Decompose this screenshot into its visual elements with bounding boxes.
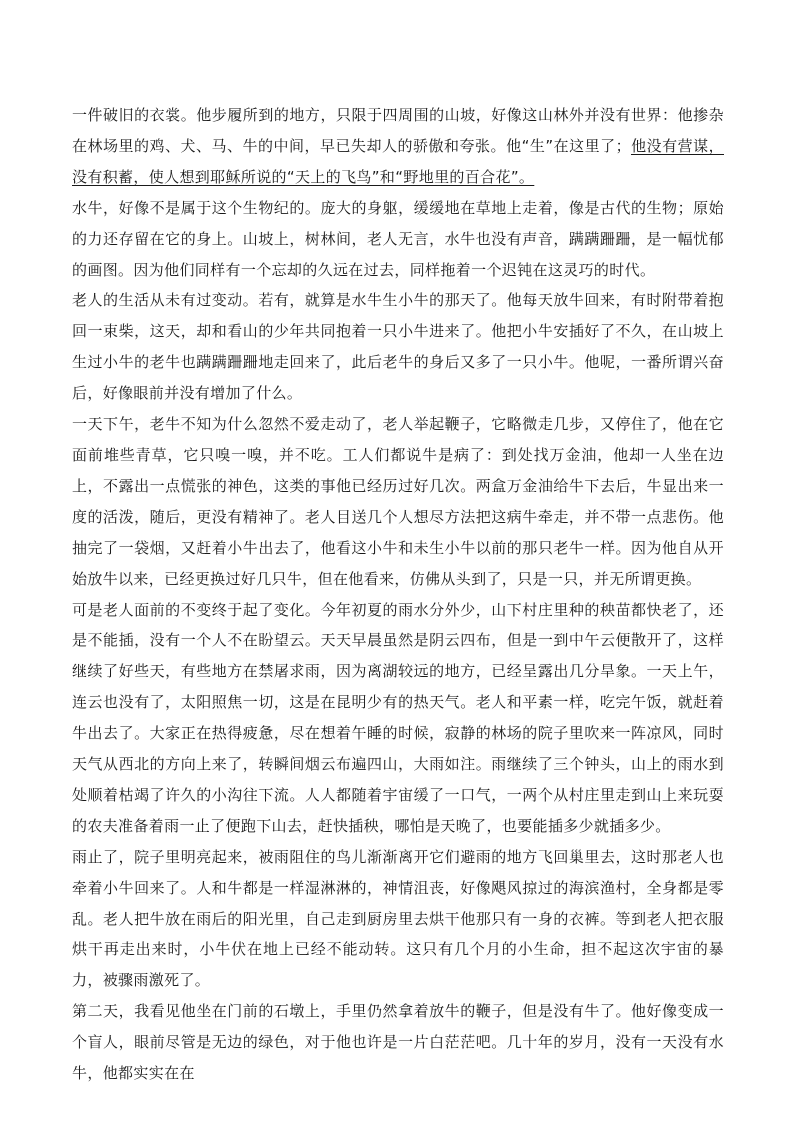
essay-body xyxy=(72,100,724,1089)
paragraph-7-text: 第二天，我看见他坐在门前的石墩上，手里仍然拿着放牛的鞭子，但是没有牛了。他好像变成一个盲人，眼前尽管是无边的绿色，对于他也许是一片白茫茫吧。几十年的岁月，没有一天没有水牛，他都实实在在 xyxy=(72,1002,724,1083)
paragraph-5 xyxy=(72,595,724,842)
paragraph-3 xyxy=(72,285,724,409)
paragraph-2 xyxy=(72,193,724,286)
paragraph-4 xyxy=(72,409,724,594)
paragraph-6 xyxy=(72,842,724,997)
paragraph-5-text: 可是老人面前的不变终于起了变化。今年初夏的雨水分外少，山下村庄里种的秧苗都快老了，还是不能插，没有一个人不在盼望云。天天早晨虽然是阴云四布，但是一到中午云便散开了，这样继续了好些天，有些地方在禁屠求雨，因为离湖较远的地方，已经呈露出几分旱象。一天上午，连云也没有了，太阳照焦一切，这是在昆明少有的热天气。老人和平素一样，吃完午饭，就赶着牛出去了。大家正在热得疲惫，尽在想着午睡的时候，寂静的林场的院子里吹来一阵凉风，同时天气从西北的方向上来了，转瞬间烟云布遍四山，大雨如注。雨继续了三个钟头，山上的雨水到处顺着枯竭了许久的小沟往下流。人人都随着宇宙缓了一口气，一两个从村庄里走到山上来玩耍的农夫准备着雨一止了便跑下山去，赶快插秧，哪怕是天晚了，也要能插多少就插多少。 xyxy=(72,600,724,835)
paragraph-4-text: 一天下午，老牛不知为什么忽然不爱走动了，老人举起鞭子，它略微走几步，又停住了，他在它面前堆些青草，它只嗅一嗅，并不吃。工人们都说牛是病了：到处找万金油，他却一人坐在边上，不露出一点慌张的神色，这类的事他已经历过好几次。两盒万金油给牛下去后，牛显出来一度的活泼，随后，更没有精神了。老人目送几个人想尽方法把这病牛牵走，并不带一点悲伤。他抽完了一袋烟，又赶着小牛出去了，他看这小牛和未生小牛以前的那只老牛一样。因为他自从开始放牛以来，已经更换过好几只牛，但在他看来，仿佛从头到了，只是一只，并无所谓更换。 xyxy=(72,415,724,588)
paragraph-1-text: 一件破旧的衣裳。他步履所到的地方，只限于四周围的山坡，好像这山林外并没有世界：他掺杂在林场里的鸡、犬、马、牛的中间，早已失却人的骄傲和夸张。他“生”在这里了； xyxy=(72,106,724,155)
paragraph-3-text: 老人的生活从未有过变动。若有，就算是水牛生小牛的那天了。他每天放牛回来，有时附带着抱回一束柴，这天，却和看山的少年共同抱着一只小牛进来了。他把小牛安插好了不久，在山坡上生过小牛的老牛也蹒蹒跚跚地走回来了，此后老牛的身后又多了一只小牛。他呢，一番所谓兴奋后，好像眼前并没有增加了什么。 xyxy=(72,291,724,403)
paragraph-6-text: 雨止了，院子里明亮起来，被雨阻住的鸟儿渐渐离开它们避雨的地方飞回巢里去，这时那老人也牵着小牛回来了。人和牛都是一样湿淋淋的，神情沮丧，好像飓风掠过的海滨渔村，全身都是零乱。老人把牛放在雨后的阳光里，自己走到厨房里去烘干他那只有一身的衣裤。等到老人把衣服烘干再走出来时，小牛伏在地上已经不能动转。这只有几个月的小生命，担不起这次宇宙的暴力，被骤雨激死了。 xyxy=(72,847,724,990)
paragraph-1-underlined-sentence: 他没有营谋，没有积蓄，使人想到耶稣所说的“天上的飞鸟”和“野地里的百合花”。 xyxy=(72,136,724,186)
paragraph-1 xyxy=(72,100,724,193)
paragraph-2-text: 水牛，好像不是属于这个生物纪的。庞大的身躯，缓缓地在草地上走着，像是古代的生物；原始的力还存留在它的身上。山坡上，树林间，老人无言，水牛也没有声音，蹒蹒跚跚，是一幅忧郁的画图。因为他们同样有一个忘却的久远在过去，同样拖着一个迟钝在这灵巧的时代。 xyxy=(72,198,724,279)
paragraph-7 xyxy=(72,996,724,1089)
